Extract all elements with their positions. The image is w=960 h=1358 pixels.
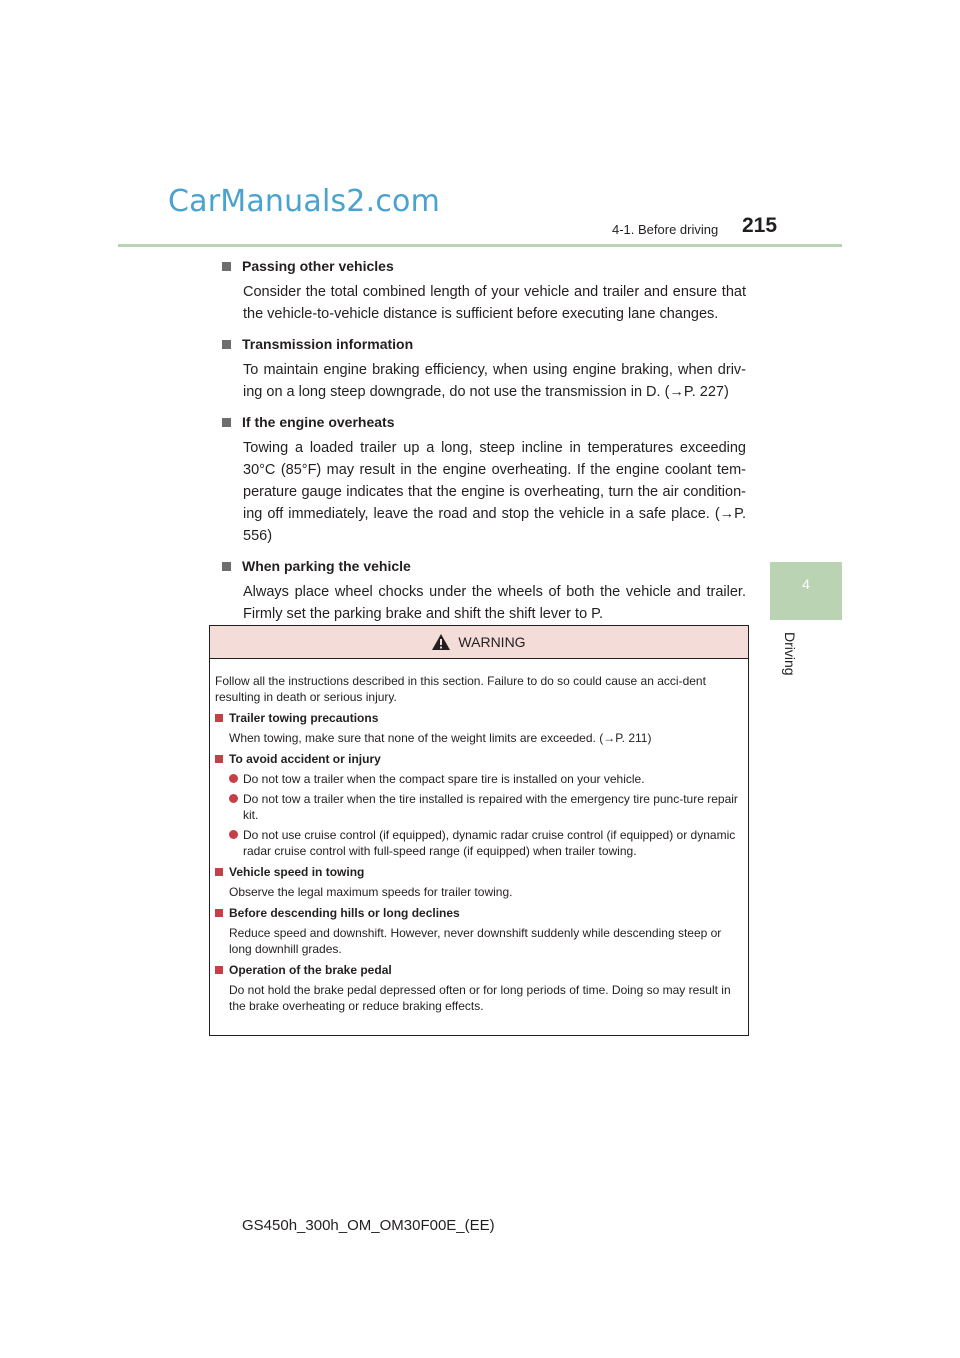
section-text: Consider the total combined length of your vehicle and trailer and ensure that the vehicle-to-vehicle distance is sufficient before executing lane changes.	[243, 284, 746, 322]
square-bullet-icon	[222, 340, 231, 349]
warning-body	[210, 659, 748, 1014]
warning-triangle-icon	[432, 634, 450, 650]
red-square-icon	[215, 755, 223, 763]
section-overheat	[222, 411, 746, 547]
red-dot-icon	[229, 830, 238, 839]
red-square-icon	[215, 714, 223, 722]
warning-item: Before descending hills or long declines Reduce speed and downshift. However, never downshift suddenly while descending steep or long downhill grades.	[215, 905, 743, 957]
section-transmission	[222, 333, 746, 403]
section-heading: Transmission information	[242, 336, 414, 352]
page-number: 215	[742, 214, 778, 237]
section-parking	[222, 555, 746, 625]
warning-item: Vehicle speed in towing Observe the legal maximum speeds for trailer towing.	[215, 864, 743, 900]
section-heading: If the engine overheats	[242, 414, 395, 430]
square-bullet-icon	[222, 562, 231, 571]
square-bullet-icon	[222, 418, 231, 427]
section-heading: Passing other vehicles	[242, 258, 394, 274]
warning-item: To avoid accident or injury Do not tow a trailer when the compact spare tire is installed on your vehicle. Do not tow a trailer when the tire installed is repaired with the emergency tire punc-ture repair kit. Do not use cruise control (if equipped), dynamic radar cruise control (if equipped) or dynamic radar cruise control with full-speed range (if equipped) when trailer towing.	[215, 751, 743, 859]
chapter-tab-label: Driving	[782, 632, 798, 676]
carmanuals-logo: CarManuals2.com	[168, 184, 441, 219]
warning-header	[210, 626, 748, 659]
section-text: Always place wheel chocks under the wheels of both the vehicle and trailer. Firmly set the parking brake and shift the shift lever to P.	[243, 584, 746, 622]
section-text: To maintain engine braking efficiency, when using engine braking, when driv-ing on a long steep downgrade, do not use the transmission in D. (→P. 227)	[243, 362, 746, 400]
section-passing	[222, 255, 746, 325]
warning-item: Operation of the brake pedal Do not hold the brake pedal depressed often or for long periods of time. Doing so may result in the brake overheating or reduce braking effects.	[215, 962, 743, 1014]
section-heading: When parking the vehicle	[242, 558, 411, 574]
section-title: 4-1. Before driving	[612, 222, 719, 237]
red-square-icon	[215, 966, 223, 974]
warning-item: Trailer towing precautions When towing, make sure that none of the weight limits are exceeded. (→P. 211)	[215, 710, 743, 746]
warning-box	[209, 625, 749, 1036]
warning-bullet: Do not use cruise control (if equipped), dynamic radar cruise control (if equipped) or dynamic radar cruise control with full-speed range (if equipped) when trailer towing.	[215, 827, 743, 859]
red-square-icon	[215, 868, 223, 876]
red-dot-icon	[229, 774, 238, 783]
warning-intro: Follow all the instructions described in this section. Failure to do so could cause an acci-dent resulting in death or serious injury.	[215, 674, 706, 704]
warning-heading: WARNING	[458, 634, 526, 650]
red-square-icon	[215, 909, 223, 917]
warning-bullet: Do not tow a trailer when the compact spare tire is installed on your vehicle.	[215, 771, 743, 787]
main-content	[222, 255, 746, 633]
section-text: Towing a loaded trailer up a long, steep incline in temperatures exceeding 30°C (85°F) may result in the engine overheating. If the engine coolant tem-perature gauge indicates that the engine is overheating, turn the air condition-ing off immediately, leave the road and stop the vehicle in a safe place. (→P. 556)	[243, 440, 746, 544]
red-dot-icon	[229, 794, 238, 803]
header-divider	[118, 244, 842, 247]
square-bullet-icon	[222, 262, 231, 271]
warning-bullet: Do not tow a trailer when the tire installed is repaired with the emergency tire punc-ture repair kit.	[215, 791, 743, 823]
document-code: GS450h_300h_OM_OM30F00E_(EE)	[242, 1217, 495, 1234]
chapter-tab-number: 4	[802, 576, 810, 592]
